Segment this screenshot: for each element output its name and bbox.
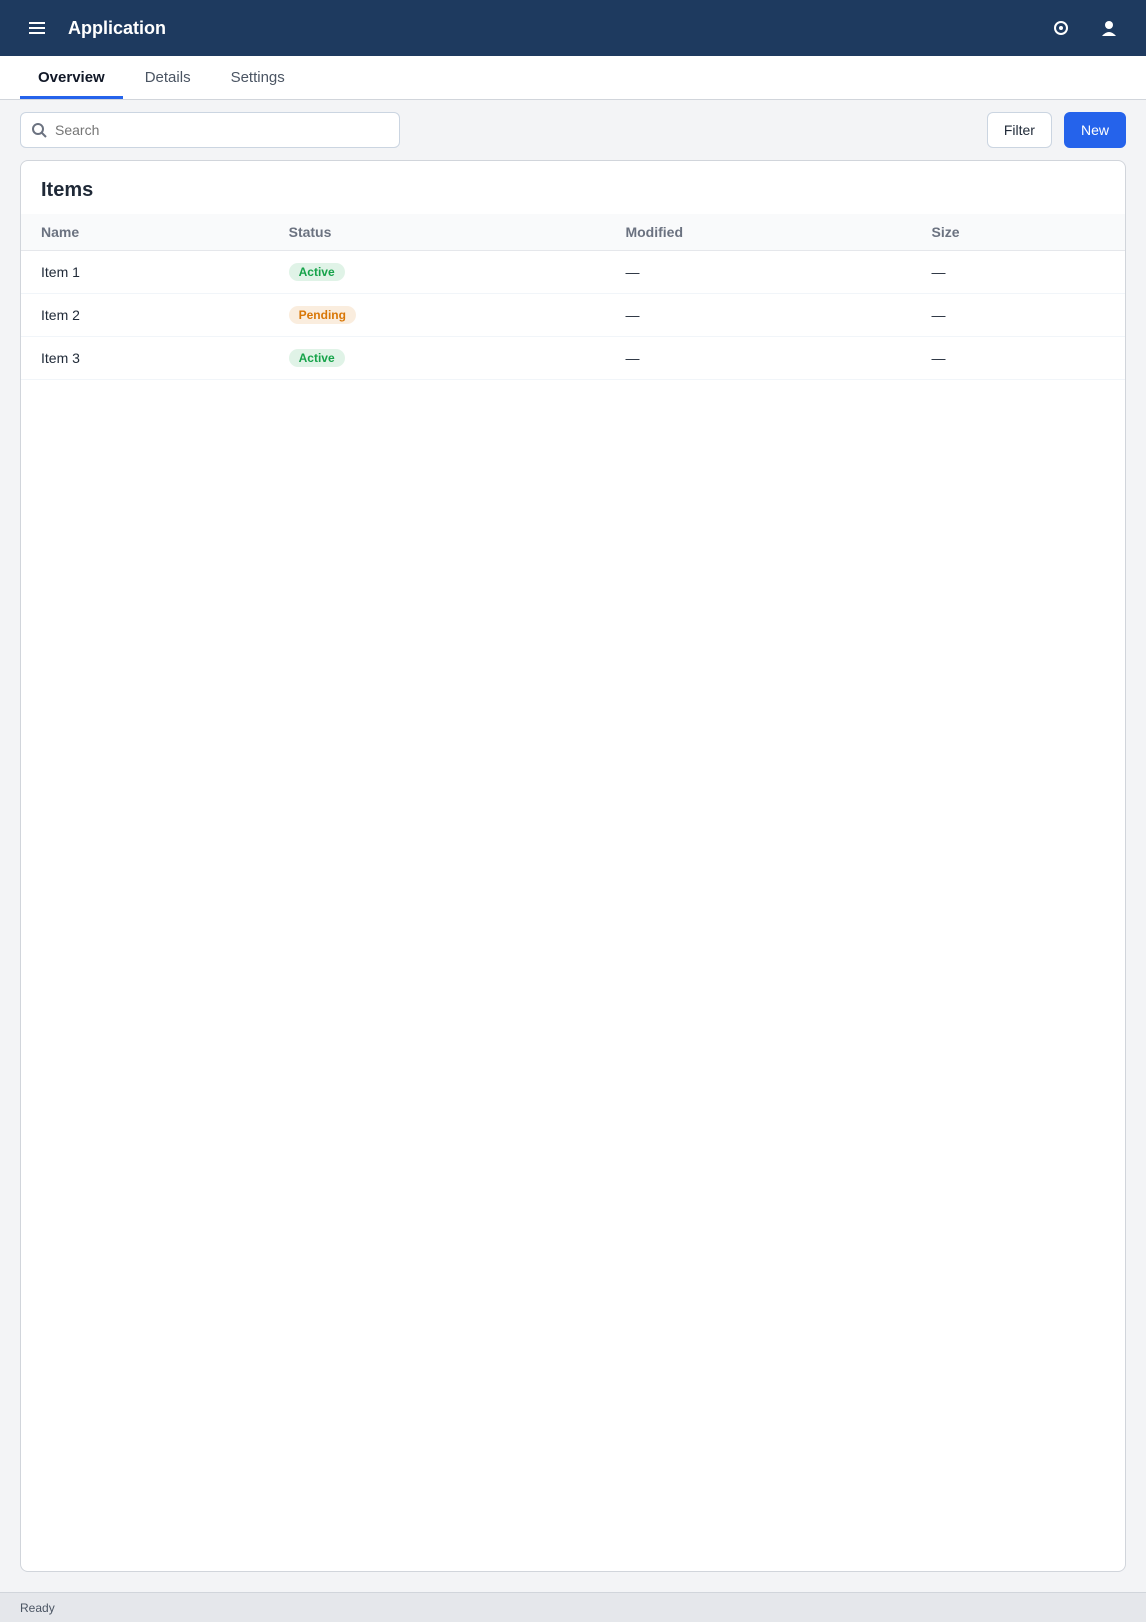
status-badge: Active bbox=[289, 349, 345, 367]
column-header[interactable]: Name bbox=[21, 214, 269, 251]
search-box bbox=[20, 112, 400, 148]
table-cell: — bbox=[912, 294, 1125, 337]
table-cell: — bbox=[912, 337, 1125, 380]
table-header-row bbox=[21, 214, 1125, 251]
status-badge: Pending bbox=[289, 306, 356, 324]
filter-button[interactable]: Filter bbox=[987, 112, 1052, 148]
user-icon[interactable] bbox=[1092, 11, 1126, 45]
table-row[interactable] bbox=[21, 337, 1125, 380]
page-title: Items bbox=[41, 179, 94, 201]
table-row[interactable] bbox=[21, 294, 1125, 337]
app-header bbox=[0, 0, 1146, 56]
column-header[interactable]: Status bbox=[269, 214, 606, 251]
column-header[interactable]: Size bbox=[912, 214, 1125, 251]
app-title: Application bbox=[68, 17, 166, 38]
table-cell bbox=[269, 337, 606, 380]
toolbar bbox=[0, 100, 1146, 160]
status-bar bbox=[0, 1592, 1146, 1622]
tab-details[interactable]: Details bbox=[144, 69, 191, 86]
tab-overview[interactable]: Overview bbox=[20, 59, 123, 99]
menu-icon[interactable] bbox=[20, 11, 54, 45]
table-cell: Item 2 bbox=[21, 294, 269, 337]
table-cell bbox=[269, 251, 606, 294]
tab-settings[interactable]: Settings bbox=[230, 69, 285, 86]
table-cell: — bbox=[605, 251, 911, 294]
new-item-button[interactable]: New bbox=[1064, 112, 1126, 148]
tab-bar bbox=[0, 56, 1146, 100]
status-text: Ready bbox=[20, 1600, 55, 1615]
search-input[interactable] bbox=[55, 122, 389, 138]
search-icon bbox=[31, 122, 47, 138]
table-cell: — bbox=[605, 294, 911, 337]
items-table bbox=[21, 214, 1125, 380]
column-header[interactable]: Modified bbox=[605, 214, 911, 251]
main-panel bbox=[20, 160, 1126, 1572]
table-cell: Item 1 bbox=[21, 251, 269, 294]
table-cell: — bbox=[605, 337, 911, 380]
gear-icon[interactable] bbox=[1044, 11, 1078, 45]
table-row[interactable] bbox=[21, 251, 1125, 294]
status-badge: Active bbox=[289, 263, 345, 281]
table-cell bbox=[269, 294, 606, 337]
table-cell: — bbox=[912, 251, 1125, 294]
table-cell: Item 3 bbox=[21, 337, 269, 380]
